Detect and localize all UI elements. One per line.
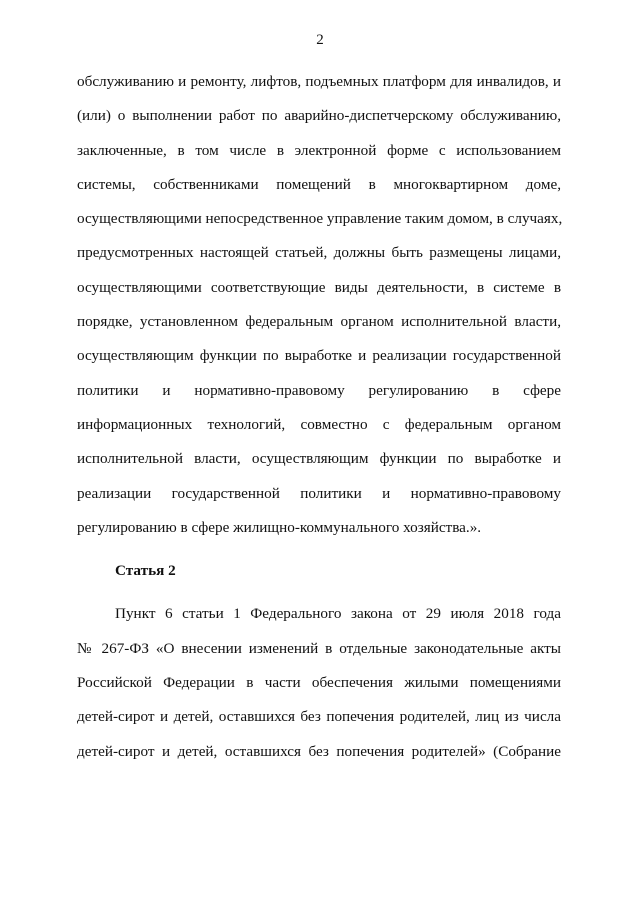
- text-line: № 267-ФЗ «О внесении изменений в отдельные законодательные акты: [77, 639, 561, 657]
- text-line: (или) о выполнении работ по аварийно-диспетчерскому обслуживанию,: [77, 107, 561, 125]
- text-line: регулированию в сфере жилищно-коммунального хозяйства.».: [77, 518, 482, 536]
- text-line: осуществляющими непосредственное управление таким домом, в случаях,: [77, 210, 563, 228]
- text-line: обслуживанию и ремонту, лифтов, подъемных платформ для инвалидов, и: [77, 73, 561, 90]
- text-line: детей-сирот и детей, оставшихся без попечения родителей» (Собрание: [77, 742, 561, 760]
- text-line: осуществляющими соответствующие виды деятельности, в системе в: [77, 278, 561, 296]
- article-paragraph: [77, 597, 561, 768]
- text-line: системы, собственниками помещений в многоквартирном доме,: [77, 175, 561, 193]
- text-line: Российской Федерации в части обеспечения жилыми помещениями: [77, 674, 561, 692]
- text-line: политики и нормативно-правовому регулированию в сфере: [77, 381, 561, 399]
- text-line: реализации государственной политики и нормативно-правовому: [77, 484, 561, 502]
- text-line: Пункт 6 статьи 1 Федерального закона от 29 июля 2018 года: [115, 605, 561, 623]
- paragraph-spacer: [77, 588, 561, 597]
- text-line: осуществляющим функции по выработке и реализации государственной: [77, 347, 561, 365]
- text-line: исполнительной власти, осуществляющим функции по выработке и: [77, 450, 561, 468]
- article-heading: Статья 2: [115, 562, 176, 580]
- paragraph-spacer: [77, 545, 561, 554]
- document-body: [77, 65, 561, 769]
- text-line: порядке, установленном федеральным органом исполнительной власти,: [77, 313, 561, 331]
- text-line: заключенные, в том числе в электронной форме с использованием: [77, 141, 561, 159]
- text-line: информационных технологий, совместно с федеральным органом: [77, 415, 561, 433]
- page-number: 2: [316, 32, 324, 48]
- text-line: предусмотренных настоящей статьей, должны быть размещены лицами,: [77, 244, 561, 262]
- paragraph-continuation: [77, 65, 561, 545]
- text-line: детей-сирот и детей, оставшихся без попечения родителей, лиц из числа: [77, 708, 561, 726]
